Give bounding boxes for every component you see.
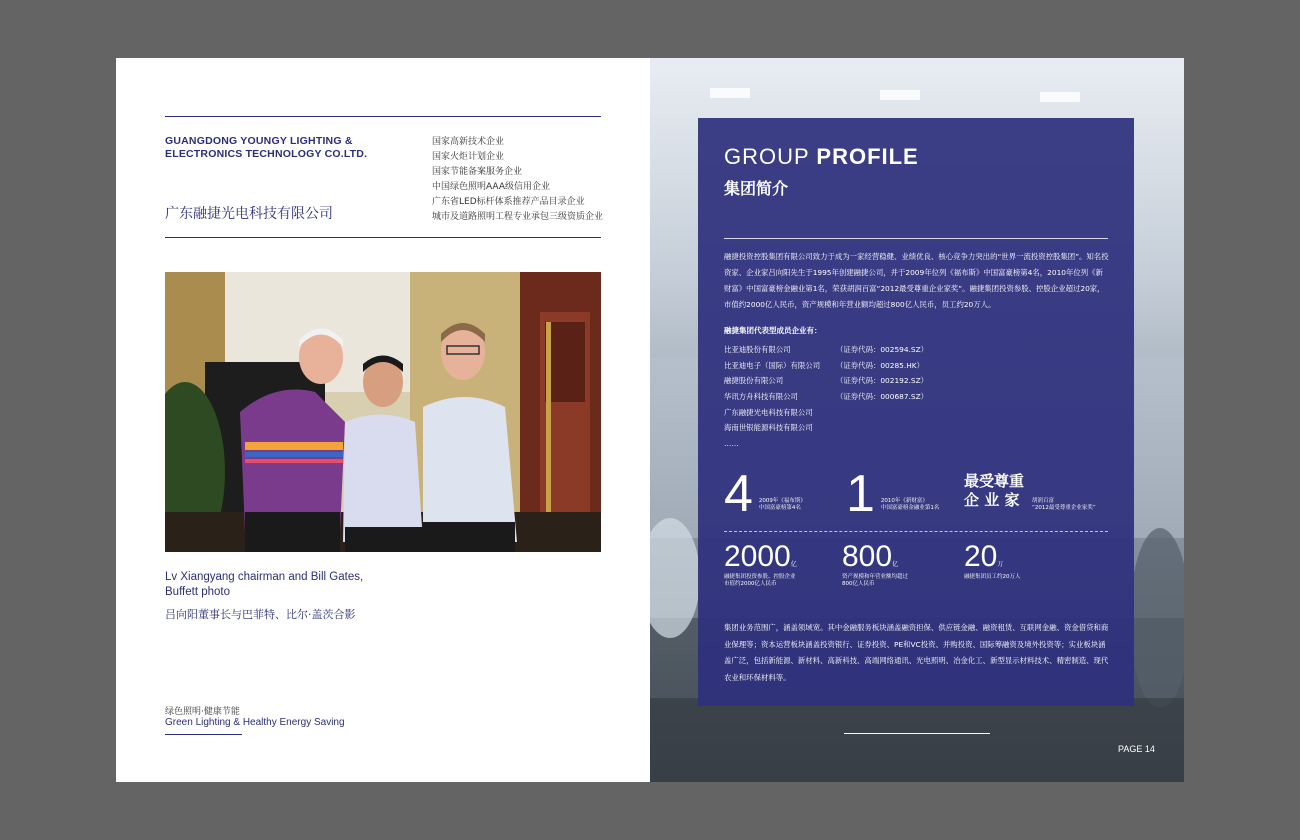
- credential-item: 城市及道路照明工程专业承包三级资质企业: [432, 212, 604, 222]
- slogan-rule: [165, 734, 242, 735]
- member-row: [724, 405, 928, 421]
- slogan-en: Green Lighting & Healthy Energy Saving: [165, 717, 345, 728]
- stat-value: 800: [842, 540, 893, 573]
- credentials-list: [432, 135, 603, 225]
- title-bold: PROFILE: [816, 144, 919, 169]
- header-bottom-rule: [165, 237, 601, 238]
- member-row: [724, 389, 928, 405]
- stat-desc-line1: 资产规模和年营业额均超过: [842, 574, 909, 580]
- stat-award: [964, 472, 1096, 512]
- stat-desc-line1: 2009年《福布斯》: [758, 498, 806, 504]
- member-name: 华讯方舟科技有限公司: [724, 392, 798, 402]
- stat-forbes: [724, 465, 806, 523]
- panel-rule: [724, 238, 1108, 239]
- stat-desc: [724, 574, 797, 588]
- stat-revenue: [842, 542, 908, 588]
- award-title-line2: 企 业 家: [964, 491, 1020, 509]
- members-heading: 融捷集团代表型成员企业有：: [724, 326, 822, 335]
- photo-illustration: [165, 272, 601, 552]
- award-desc: [1032, 498, 1096, 512]
- right-page: [650, 58, 1184, 782]
- photo-caption-cn: 吕向阳董事长与巴菲特、比尔·盖茨合影: [165, 608, 356, 621]
- stat-desc-line2: 市值约2000亿人民币: [724, 581, 777, 587]
- member-row: [724, 373, 928, 389]
- member-code: （证券代码：002594.SZ）: [836, 345, 929, 354]
- stat-market-value: [724, 542, 797, 588]
- stat-desc-line1: 融捷集团投资参股、控股企业: [724, 574, 796, 580]
- stat-desc: [964, 574, 1021, 581]
- page-number: [1118, 744, 1155, 754]
- stat-value: 4: [724, 465, 753, 523]
- stat-unit: 万: [997, 561, 1004, 568]
- stat-new-fortune: [846, 465, 940, 523]
- member-code: （证券代码：002192.SZ）: [836, 376, 929, 386]
- member-row: [724, 420, 928, 436]
- member-name: 融捷股份有限公司: [724, 376, 784, 386]
- award-title: [964, 472, 1024, 510]
- member-row: [724, 358, 928, 374]
- member-name: 海南世银能源科技有限公司: [724, 423, 813, 433]
- stat-value: 2000: [724, 540, 791, 573]
- stat-employees: [964, 542, 1021, 581]
- business-scope-paragraph: 集团业务范围广，涵盖领域宽。其中金融服务板块涵盖融资担保、供应链金融、融资租赁、互联网金融、资金借贷和商业保理等；资本运营板块涵盖投资银行、证券投资、PE和VC投资、并购投资、国际筹融资及境外投资等；实业板块涵盖广泛，包括新能源、新材料、高新科技、高端网络通讯、光电照明、冶金化工、新型显示材料技术、精密制造、现代农业和环保材料等。: [724, 623, 1109, 682]
- photo-caption-en: [165, 570, 363, 600]
- members-list: [724, 342, 928, 452]
- stat-desc: [842, 574, 908, 588]
- panel-title-cn: 集团简介: [724, 179, 789, 198]
- member-name: 比亚迪股份有限公司: [724, 345, 791, 354]
- slogan-cn: 绿色照明·健康节能: [165, 707, 240, 717]
- stat-unit: 亿: [790, 561, 797, 568]
- credential-item: 国家节能备案服务企业: [432, 167, 523, 177]
- credential-item: 国家火炬计划企业: [432, 152, 505, 162]
- member-name: ……: [724, 439, 739, 449]
- intro-paragraph: 融捷投资控股集团有限公司致力于成为一家经营稳健、业绩优良、核心竞争力突出的“世界一流投资控股集团”。知名投资家、企业家吕向阳先生于1995年创建融捷公司，并于2009年位列《福布斯》中国富豪榜第4名，2010年位列《新财富》中国富豪榜金融业第1名，荣获胡润百富“2012最受尊重企业家奖”。融捷集团投资参股、控股企业超过20家，市值约2000亿人民币，资产规模和年营业额均超过800亿人民币，员工约20万人。: [724, 252, 1109, 309]
- company-name-en-line2: ELECTRONICS TECHNOLOGY CO.LTD.: [165, 148, 368, 160]
- stats-divider: [724, 531, 1108, 532]
- stat-unit: 亿: [892, 561, 899, 568]
- credential-item: 国家高新技术企业: [432, 137, 505, 147]
- stat-value: 20: [964, 540, 998, 573]
- page-number-value: 14: [1144, 744, 1155, 754]
- member-name: 比亚迪电子（国际）有限公司: [724, 360, 821, 370]
- group-photo: [165, 272, 601, 552]
- company-name-en-line1: GUANGDONG YOUNGY LIGHTING &: [165, 135, 353, 147]
- page-rule: [844, 733, 990, 734]
- page-label: PAGE: [1118, 744, 1143, 754]
- stat-desc-line2: 800亿人民币: [842, 581, 875, 587]
- company-name-en: [165, 135, 367, 161]
- left-page: [116, 58, 650, 782]
- stat-desc-line1: 融捷集团员工约20万人: [964, 574, 1021, 580]
- award-desc-line1: 胡润百富: [1032, 498, 1055, 504]
- stat-desc: [881, 498, 940, 512]
- member-code: （证券代码：00285.HK）: [836, 360, 924, 370]
- company-name-cn: 广东融捷光电科技有限公司: [165, 206, 333, 222]
- stat-desc: [759, 498, 806, 512]
- credential-item: 广东省LED标杆体系推荐产品目录企业: [432, 197, 585, 207]
- award-desc-line2: “2012最受尊重企业家奖”: [1032, 505, 1096, 511]
- stat-value: 1: [846, 465, 875, 523]
- member-code: （证券代码：000687.SZ）: [836, 392, 929, 402]
- panel-title: [724, 144, 919, 170]
- caption-en-line2: Buffett photo: [165, 586, 231, 598]
- stat-desc-line2: 中国富豪榜第4名: [758, 505, 801, 511]
- member-row: [724, 436, 928, 452]
- member-name: 广东融捷光电科技有限公司: [724, 407, 813, 417]
- stat-desc-line1: 2010年《新财富》: [880, 498, 928, 504]
- credential-item: 中国绿色照明AAA级信用企业: [432, 182, 550, 192]
- stat-desc-line2: 中国富豪榜金融业第1名: [880, 505, 940, 511]
- top-rule: [165, 116, 601, 117]
- group-profile-panel: [698, 118, 1134, 706]
- title-light: GROUP: [724, 144, 817, 169]
- award-title-line1: 最受尊重: [964, 472, 1025, 490]
- member-row: [724, 342, 928, 358]
- caption-en-line1: Lv Xiangyang chairman and Bill Gates,: [165, 571, 364, 583]
- brochure-spread: [116, 58, 1184, 782]
